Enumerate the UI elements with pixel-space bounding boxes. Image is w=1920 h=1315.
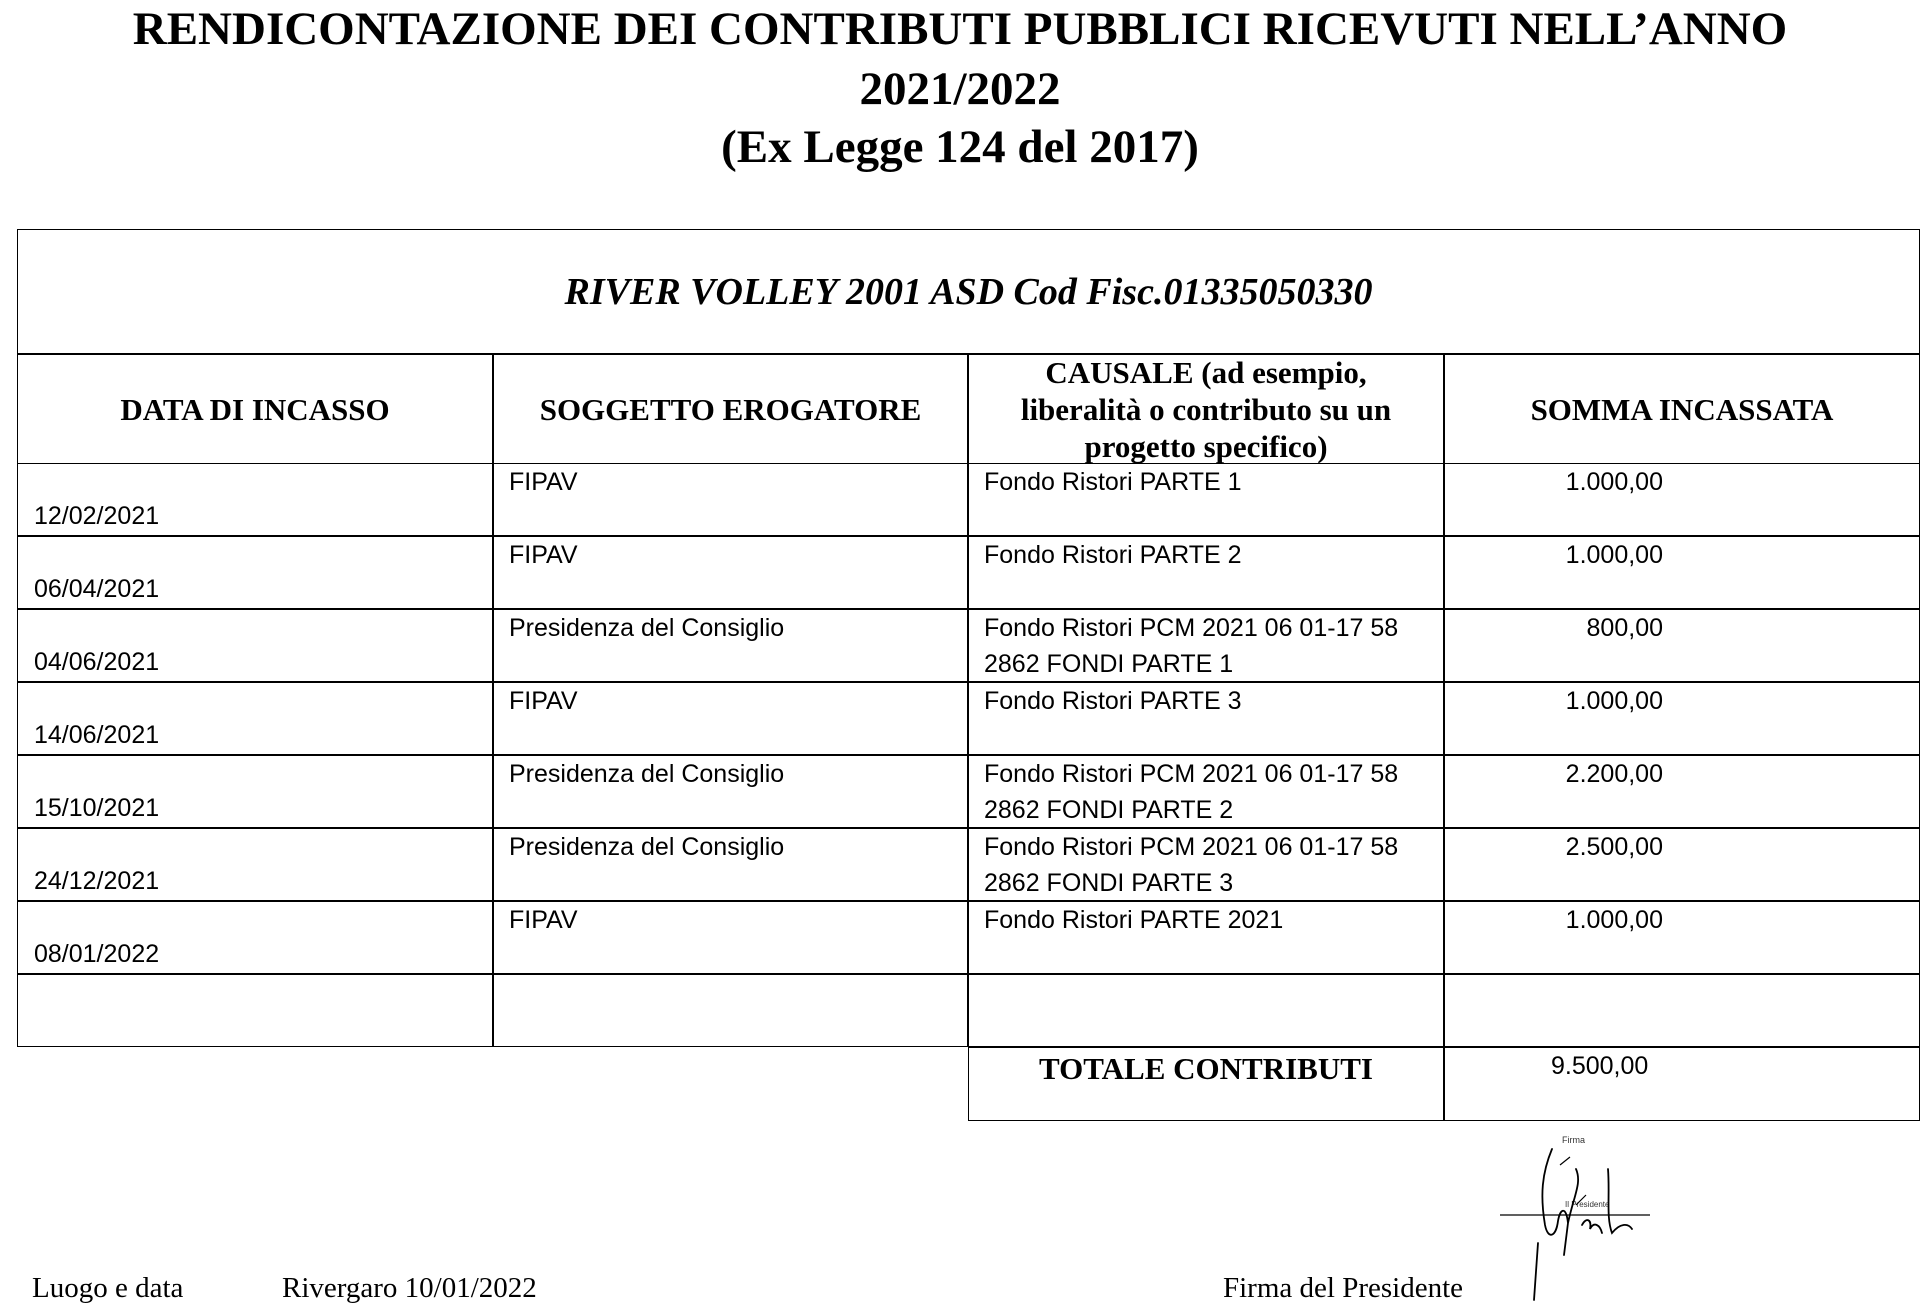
- row-donor: Presidenza del Consiglio: [493, 828, 968, 901]
- row-donor: Presidenza del Consiglio: [493, 755, 968, 828]
- empty-cell: [17, 974, 493, 1047]
- row-amount: 1.000,00: [1444, 536, 1920, 609]
- stamp-top-text: Firma: [1562, 1135, 1585, 1145]
- row-donor: Presidenza del Consiglio: [493, 609, 968, 682]
- header-date: DATA DI INCASSO: [17, 354, 493, 464]
- row-reason: Fondo Ristori PCM 2021 06 01-17 58 2862 FONDI PARTE 1: [968, 609, 1444, 682]
- row-date: 08/01/2022: [17, 901, 493, 974]
- row-amount: 800,00: [1444, 609, 1920, 682]
- document-title-line-1: RENDICONTAZIONE DEI CONTRIBUTI PUBBLICI RICEVUTI NELL’ANNO: [132, 3, 1788, 55]
- total-label: TOTALE CONTRIBUTI: [968, 1047, 1444, 1121]
- row-date: 14/06/2021: [17, 682, 493, 755]
- header-donor: SOGGETTO EROGATORE: [493, 354, 968, 464]
- row-donor: FIPAV: [493, 536, 968, 609]
- document-title-line-2: 2021/2022: [859, 63, 1061, 115]
- row-date: 15/10/2021: [17, 755, 493, 828]
- row-reason: Fondo Ristori PCM 2021 06 01-17 58 2862 FONDI PARTE 2: [968, 755, 1444, 828]
- row-donor: FIPAV: [493, 682, 968, 755]
- row-amount: 2.200,00: [1444, 755, 1920, 828]
- header-reason: CAUSALE (ad esempio, liberalità o contributo su un progetto specifico): [968, 354, 1444, 464]
- row-date: 06/04/2021: [17, 536, 493, 609]
- total-value: 9.500,00: [1444, 1047, 1920, 1121]
- row-reason: Fondo Ristori PARTE 2021: [968, 901, 1444, 974]
- organization-name: RIVER VOLLEY 2001 ASD Cod Fisc.01335050330: [564, 270, 1373, 313]
- header-amount: SOMMA INCASSATA: [1444, 354, 1920, 464]
- document-title-line-3: (Ex Legge 124 del 2017): [721, 121, 1199, 173]
- row-date: 24/12/2021: [17, 828, 493, 901]
- row-amount: 2.500,00: [1444, 828, 1920, 901]
- row-amount: 1.000,00: [1444, 682, 1920, 755]
- row-donor: FIPAV: [493, 463, 968, 536]
- row-date: 12/02/2021: [17, 463, 493, 536]
- row-donor: FIPAV: [493, 901, 968, 974]
- empty-cell: [1444, 974, 1920, 1047]
- place-date-value: Rivergaro 10/01/2022: [282, 1272, 537, 1304]
- row-reason: Fondo Ristori PARTE 2: [968, 536, 1444, 609]
- row-reason: Fondo Ristori PCM 2021 06 01-17 58 2862 FONDI PARTE 3: [968, 828, 1444, 901]
- empty-cell: [493, 974, 968, 1047]
- row-amount: 1.000,00: [1444, 901, 1920, 974]
- organization-header: [17, 229, 1920, 354]
- place-date-label: Luogo e data: [32, 1272, 184, 1304]
- signature-label: Firma del Presidente: [1223, 1272, 1464, 1304]
- row-date: 04/06/2021: [17, 609, 493, 682]
- row-reason: Fondo Ristori PARTE 3: [968, 682, 1444, 755]
- president-signature: [1490, 1125, 1660, 1305]
- row-reason: Fondo Ristori PARTE 1: [968, 463, 1444, 536]
- row-amount: 1.000,00: [1444, 463, 1920, 536]
- stamp-mid-text: Il Presidente: [1565, 1200, 1610, 1209]
- empty-cell: [968, 974, 1444, 1047]
